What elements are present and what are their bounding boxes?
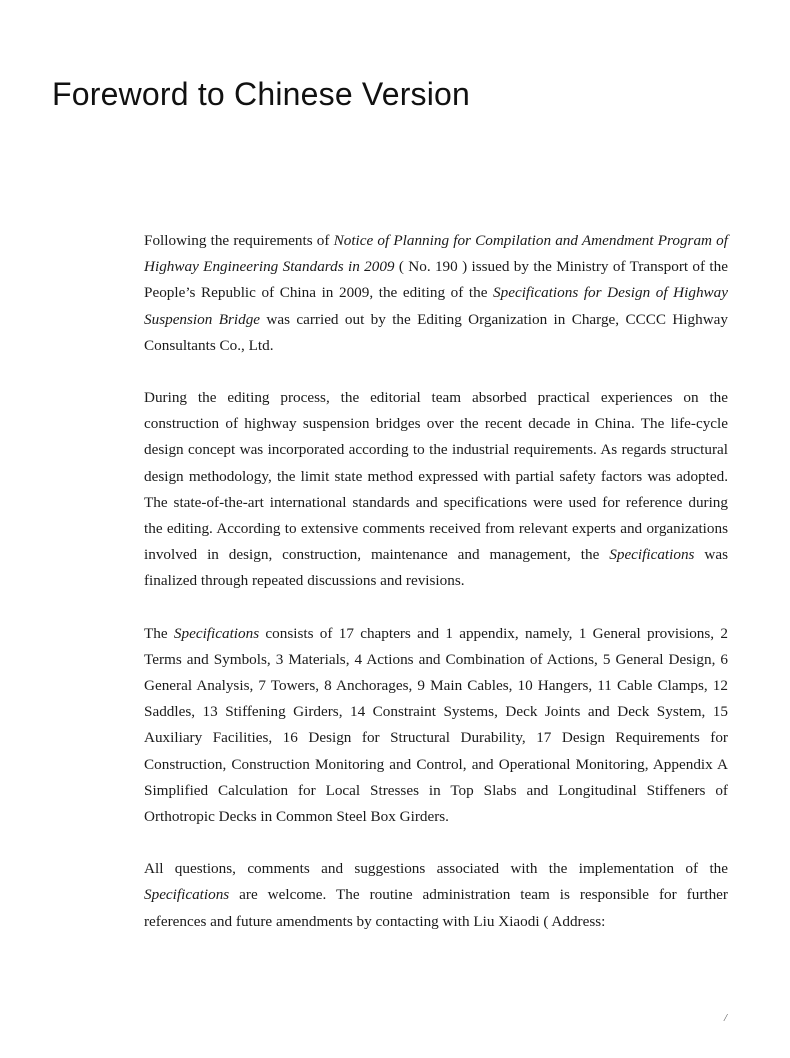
page-mark: / — [724, 1012, 728, 1024]
text-segment: ( No. 190 ) issued by the Ministry of Transport of the People’s Republic of China in 2009, the editing of the — [144, 258, 728, 302]
paragraph-1 — [144, 228, 728, 359]
paragraph-4 — [144, 856, 728, 935]
text-segment: Following the requirements of — [144, 232, 334, 249]
text-segment: are welcome. The routine administration team is responsible for further references and future amendments by contacting with Liu Xiaodi ( Address: — [144, 886, 728, 930]
text-segment: During the editing process, the editorial team absorbed practical experiences on the construction of highway suspension bridges over the recent decade in China. The life-cycle design concept was incorporated according to the industrial requirements. As regards structural design methodology, the limit state method expressed with partial safety factors was adopted. The state-of-the-art international standards and specifications were used for reference during the editing. According to extensive comments received from relevant experts and organizations involved in design, construction, maintenance and management, the — [144, 389, 728, 564]
text-segment: was carried out by the Editing Organization in Charge, CCCC Highway Consultants Co., Ltd. — [144, 310, 728, 354]
text-segment-italic: Specifications — [144, 886, 230, 904]
text-segment-italic: Specifications — [609, 546, 695, 564]
text-segment: was finalized through repeated discussions and revisions. — [144, 546, 728, 590]
text-segment-italic: Notice of Planning for Compilation and Amendment Program of Highway Engineering Standards in 2009 — [144, 232, 728, 276]
page-title: Foreword to Chinese Version — [52, 76, 471, 112]
paragraph-3 — [144, 621, 728, 831]
text-segment-italic: Specifications — [173, 624, 260, 642]
text-segment-italic: Specifications for Design of Highway Suspension Bridge — [144, 284, 729, 328]
foreword-body — [144, 228, 728, 961]
text-segment: The — [144, 624, 174, 642]
text-segment: consists of 17 chapters and 1 appendix, namely, 1 General provisions, 2 Terms and Symbols, 3 Materials, 4 Actions and Combination of Actions, 5 General Design, 6 General Analysis, 7 Towers, 8 Anchorages, 9 Main Cables, 10 Hangers, 11 Cable Clamps, 12 Saddles, 13 Stiffening Girders, 14 Constraint Systems, Deck Joints and Deck System, 15 Auxiliary Facilities, 16 Design for Structural Durability, 17 Design Requirements for Construction, Construction Monitoring and Control, and Operational Monitoring, Appendix A Simplified Calculation for Local Stresses in Top Slabs and Longitudinal Stiffeners of Orthotropic Decks in Common Steel Box Girders. — [144, 624, 728, 826]
paragraph-2 — [144, 385, 728, 595]
text-segment: All questions, comments and suggestions associated with the implementation of the — [144, 860, 728, 878]
